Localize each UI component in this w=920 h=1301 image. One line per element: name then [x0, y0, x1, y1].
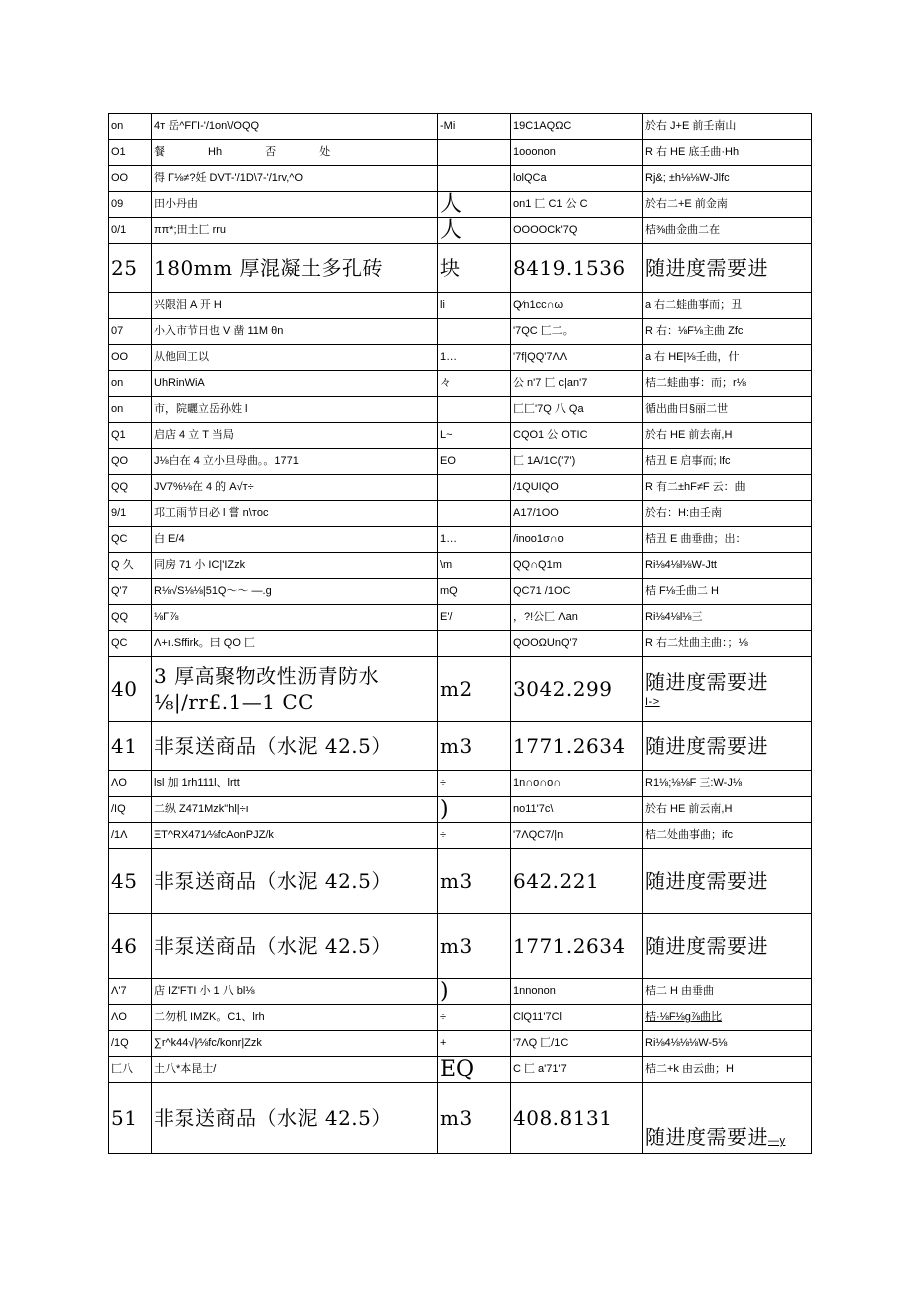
item-description: 得 Γ⅛≠?妊 DVT-'/1D\7-'/1rv,^O — [152, 166, 438, 192]
item-quantity: 19C1AQΩC — [511, 114, 643, 140]
item-quantity: 1ooonon — [511, 140, 643, 166]
item-remark-line: 随进度需要进 — [645, 1125, 768, 1149]
item-number: 46 — [109, 914, 152, 979]
item-quantity: 1n∩o∩o∩ — [511, 771, 643, 797]
item-description: lsl 加 1rh111l、lrtt — [152, 771, 438, 797]
item-remark: 桔丑 E 启事而; lfc — [643, 449, 812, 475]
item-unit: -Mi — [438, 114, 511, 140]
table-row — [109, 475, 812, 501]
table-row — [109, 849, 812, 914]
item-unit: \m — [438, 553, 511, 579]
item-remark: R 右 HE 底壬曲·Hh — [643, 140, 812, 166]
item-remark — [643, 657, 812, 722]
item-remark: 於右 HE 前去南,H — [643, 423, 812, 449]
item-unit: m3 — [438, 1083, 511, 1154]
item-description: 市，院曬立岳孙姓 l — [152, 397, 438, 423]
item-unit: ÷ — [438, 771, 511, 797]
item-description: 180mm 厚混凝土多孔砖 — [152, 244, 438, 293]
table-row — [109, 1031, 812, 1057]
item-quantity: no11'7c\ — [511, 797, 643, 823]
item-description: 二勿机 IMZK。C1、lrh — [152, 1005, 438, 1031]
item-number: 45 — [109, 849, 152, 914]
table-row — [109, 797, 812, 823]
item-remark: 桔二处曲事曲；ifc — [643, 823, 812, 849]
item-remark: 桔 F⅛壬曲二 H — [643, 579, 812, 605]
item-remark: 桔⅜曲金曲二在 — [643, 218, 812, 244]
item-number: /IQ — [109, 797, 152, 823]
item-description-line: 3 厚高聚物改性沥青防水 — [154, 664, 380, 688]
item-unit — [438, 166, 511, 192]
item-unit: ) — [438, 797, 511, 823]
item-description: 白 E/4 — [152, 527, 438, 553]
table-row — [109, 823, 812, 849]
item-number: 51 — [109, 1083, 152, 1154]
item-number: ΛO — [109, 1005, 152, 1031]
item-description: 餐 Hh 否 处 — [152, 140, 438, 166]
item-unit: 1… — [438, 345, 511, 371]
item-quantity: A17/1OO — [511, 501, 643, 527]
item-number: 41 — [109, 722, 152, 771]
table-row — [109, 192, 812, 218]
item-unit: m3 — [438, 722, 511, 771]
table-row — [109, 244, 812, 293]
item-description: 小入市节日也 V 凿 11M θn — [152, 319, 438, 345]
table-row — [109, 345, 812, 371]
item-number: QQ — [109, 475, 152, 501]
item-unit: 々 — [438, 371, 511, 397]
table-row — [109, 140, 812, 166]
item-remark: R 右：⅛F⅛主曲 Zfc — [643, 319, 812, 345]
item-description: 店 IZ'FTI 小 1 八 bl⅛ — [152, 979, 438, 1005]
item-number: on — [109, 397, 152, 423]
table-row — [109, 553, 812, 579]
item-quantity: 3042.299 — [511, 657, 643, 722]
item-number: /1Λ — [109, 823, 152, 849]
item-description: Λ+ı.Sffirk。曰 QO 匚 — [152, 631, 438, 657]
item-remark: 於右：H:由壬南 — [643, 501, 812, 527]
item-description: 从他回工以 — [152, 345, 438, 371]
table-row — [109, 423, 812, 449]
item-number: OO — [109, 166, 152, 192]
item-remark: Ri⅛4⅛⅛⅛W-5⅛ — [643, 1031, 812, 1057]
item-quantity: '7ΛQ 匚/1C — [511, 1031, 643, 1057]
item-remark: 桔二+k 由云曲；H — [643, 1057, 812, 1083]
item-remark: 於右 HE 前云南,H — [643, 797, 812, 823]
item-remark: 随进度需要进 — [643, 914, 812, 979]
item-description: 邛工雨节日必 l 嘗 n\тoc — [152, 501, 438, 527]
item-quantity: ，?!公匚 Λan — [511, 605, 643, 631]
item-remark: Ri⅛4⅛l⅛W-Jtt — [643, 553, 812, 579]
item-number: 40 — [109, 657, 152, 722]
item-quantity: CQO1 公 OTIC — [511, 423, 643, 449]
item-remark-line: 随进度需要进 — [645, 669, 768, 694]
item-remark: 随进度需要进 — [643, 722, 812, 771]
item-unit: li — [438, 293, 511, 319]
item-unit: EQ — [438, 1057, 511, 1083]
table-row — [109, 657, 812, 722]
item-quantity: 公 n'7 匚 c|an'7 — [511, 371, 643, 397]
item-quantity: OOOOCk'7Q — [511, 218, 643, 244]
item-number: on — [109, 371, 152, 397]
item-description: R⅛√S⅛⅛|51Q～～ —.g — [152, 579, 438, 605]
item-remark: 随进度需要进 — [643, 244, 812, 293]
item-unit — [438, 319, 511, 345]
table-row — [109, 114, 812, 140]
item-unit — [438, 140, 511, 166]
item-remark: 桔二 H 由垂曲 — [643, 979, 812, 1005]
table-row — [109, 979, 812, 1005]
item-description: ππ*;田土匚 rru — [152, 218, 438, 244]
item-quantity: 1771.2634 — [511, 914, 643, 979]
item-quantity: /1QUIQO — [511, 475, 643, 501]
item-unit: ÷ — [438, 1005, 511, 1031]
table-row — [109, 319, 812, 345]
item-description: 土八*本昆士/ — [152, 1057, 438, 1083]
item-description: 非泵送商品（水泥 42.5） — [152, 1083, 438, 1154]
table-row — [109, 449, 812, 475]
item-description: 兴限泪 A 开 H — [152, 293, 438, 319]
table-row — [109, 293, 812, 319]
item-remark: R 右二灶曲主曲：；⅛ — [643, 631, 812, 657]
item-description: 同房 71 小 IC|'IZzk — [152, 553, 438, 579]
table-row — [109, 914, 812, 979]
item-remark — [643, 1083, 812, 1154]
item-unit: EO — [438, 449, 511, 475]
item-unit: L~ — [438, 423, 511, 449]
item-unit: E'/ — [438, 605, 511, 631]
item-unit — [438, 501, 511, 527]
item-quantity: 匚匚'7Q 八 Qa — [511, 397, 643, 423]
item-number: OO — [109, 345, 152, 371]
item-quantity: 1771.2634 — [511, 722, 643, 771]
item-description: 4т 岳^FГI-'/1on\/OQQ — [152, 114, 438, 140]
item-remark: a 右 HE|⅛壬曲，什 — [643, 345, 812, 371]
item-description — [152, 657, 438, 722]
item-unit: ÷ — [438, 823, 511, 849]
item-description: 二纵 Z471Mzk"hl|÷ı — [152, 797, 438, 823]
item-quantity: QC71 /1OC — [511, 579, 643, 605]
item-remark: a 右二蛙曲事而；丑 — [643, 293, 812, 319]
item-quantity: C 匚 a'71'7 — [511, 1057, 643, 1083]
item-description: UhRinWiA — [152, 371, 438, 397]
item-unit: 人 — [438, 218, 511, 244]
item-number: 0/1 — [109, 218, 152, 244]
item-quantity: QQ∩Q1m — [511, 553, 643, 579]
item-unit: ) — [438, 979, 511, 1005]
item-quantity: 408.8131 — [511, 1083, 643, 1154]
item-number: 25 — [109, 244, 152, 293]
item-description: 非泵送商品（水泥 42.5） — [152, 914, 438, 979]
item-unit: m3 — [438, 849, 511, 914]
table-row — [109, 397, 812, 423]
item-unit: m3 — [438, 914, 511, 979]
table-row — [109, 631, 812, 657]
item-quantity: 匚 1A/1C('7') — [511, 449, 643, 475]
table-row — [109, 605, 812, 631]
table-row — [109, 501, 812, 527]
item-quantity: lolQCa — [511, 166, 643, 192]
item-unit: + — [438, 1031, 511, 1057]
item-number: /1Q — [109, 1031, 152, 1057]
item-number: ΛO — [109, 771, 152, 797]
item-number: Q'7 — [109, 579, 152, 605]
item-remark: 桔·⅛F⅛g⅞曲比 — [643, 1005, 812, 1031]
item-description: 启店 4 立 T 当局 — [152, 423, 438, 449]
item-description: J⅛白在 4 立小旦母曲。。1771 — [152, 449, 438, 475]
item-description: 非泵送商品（水泥 42.5） — [152, 722, 438, 771]
item-quantity: '7f|QQ'7ΛΛ — [511, 345, 643, 371]
item-description: 田小丹由 — [152, 192, 438, 218]
item-description: 非泵送商品（水泥 42.5） — [152, 849, 438, 914]
item-remark: 循出曲日§丽二世 — [643, 397, 812, 423]
item-number: Q 久 — [109, 553, 152, 579]
item-quantity: QOOΩUnQ'7 — [511, 631, 643, 657]
item-number: Q1 — [109, 423, 152, 449]
item-quantity: '7ΛQC7/|n — [511, 823, 643, 849]
item-unit: mQ — [438, 579, 511, 605]
item-quantity: on1 匚 C1 公 C — [511, 192, 643, 218]
item-unit: m2 — [438, 657, 511, 722]
table-row — [109, 771, 812, 797]
table-row — [109, 579, 812, 605]
table-row — [109, 1057, 812, 1083]
item-number: 9/1 — [109, 501, 152, 527]
table-row — [109, 1005, 812, 1031]
item-remark: 於右 J+E 前壬南山 — [643, 114, 812, 140]
item-remark: 随进度需要进 — [643, 849, 812, 914]
item-number: QC — [109, 527, 152, 553]
item-remark: Rj&; ±h⅛⅛W-Jlfc — [643, 166, 812, 192]
item-number: QQ — [109, 605, 152, 631]
table-row — [109, 166, 812, 192]
table-row — [109, 527, 812, 553]
item-unit — [438, 475, 511, 501]
item-description: ∑r^k44√|⁄⅛fc/konr|Zzk — [152, 1031, 438, 1057]
item-number: QC — [109, 631, 152, 657]
item-number: QO — [109, 449, 152, 475]
item-remark-subline: I-> — [645, 695, 660, 708]
item-number: on — [109, 114, 152, 140]
item-remark-mark: —y — [768, 1135, 786, 1147]
item-quantity: ClQ11'7Cl — [511, 1005, 643, 1031]
item-number: O1 — [109, 140, 152, 166]
item-remark: Ri⅛4⅛l⅛三 — [643, 605, 812, 631]
quantity-table — [108, 113, 812, 1154]
item-remark: 桔丑 E 曲垂曲；出： — [643, 527, 812, 553]
item-number: 09 — [109, 192, 152, 218]
table-row — [109, 218, 812, 244]
item-remark: 桔二蛙曲事：而；r⅛ — [643, 371, 812, 397]
item-quantity: Q⁄n1cc∩ω — [511, 293, 643, 319]
item-quantity: '7QC 匚二。 — [511, 319, 643, 345]
item-unit: 人 — [438, 192, 511, 218]
item-quantity: 8419.1536 — [511, 244, 643, 293]
item-remark: R1⅛;⅛⅛F 三:W-J⅛ — [643, 771, 812, 797]
item-description: JV7%⅛在 4 的 A√т÷ — [152, 475, 438, 501]
item-quantity: 642.221 — [511, 849, 643, 914]
item-number: 07 — [109, 319, 152, 345]
item-description-subline: ⅛|/rr£.1—1 CC — [154, 690, 314, 714]
item-remark: 於右二+E 前金南 — [643, 192, 812, 218]
item-unit — [438, 397, 511, 423]
item-description: ΞT^RX471⁄⅛fcAonPJZ/k — [152, 823, 438, 849]
item-description: ⅛Γ⅞ — [152, 605, 438, 631]
table-row — [109, 371, 812, 397]
item-unit — [438, 631, 511, 657]
item-number — [109, 293, 152, 319]
table-row — [109, 722, 812, 771]
item-quantity: 1nnonon — [511, 979, 643, 1005]
item-remark: R 有二±hF≠F 云：曲 — [643, 475, 812, 501]
item-unit: 块 — [438, 244, 511, 293]
item-unit: 1… — [438, 527, 511, 553]
table-row — [109, 1083, 812, 1154]
item-number: Λ'7 — [109, 979, 152, 1005]
item-quantity: /inoo1σ∩o — [511, 527, 643, 553]
item-number: 匚八 — [109, 1057, 152, 1083]
